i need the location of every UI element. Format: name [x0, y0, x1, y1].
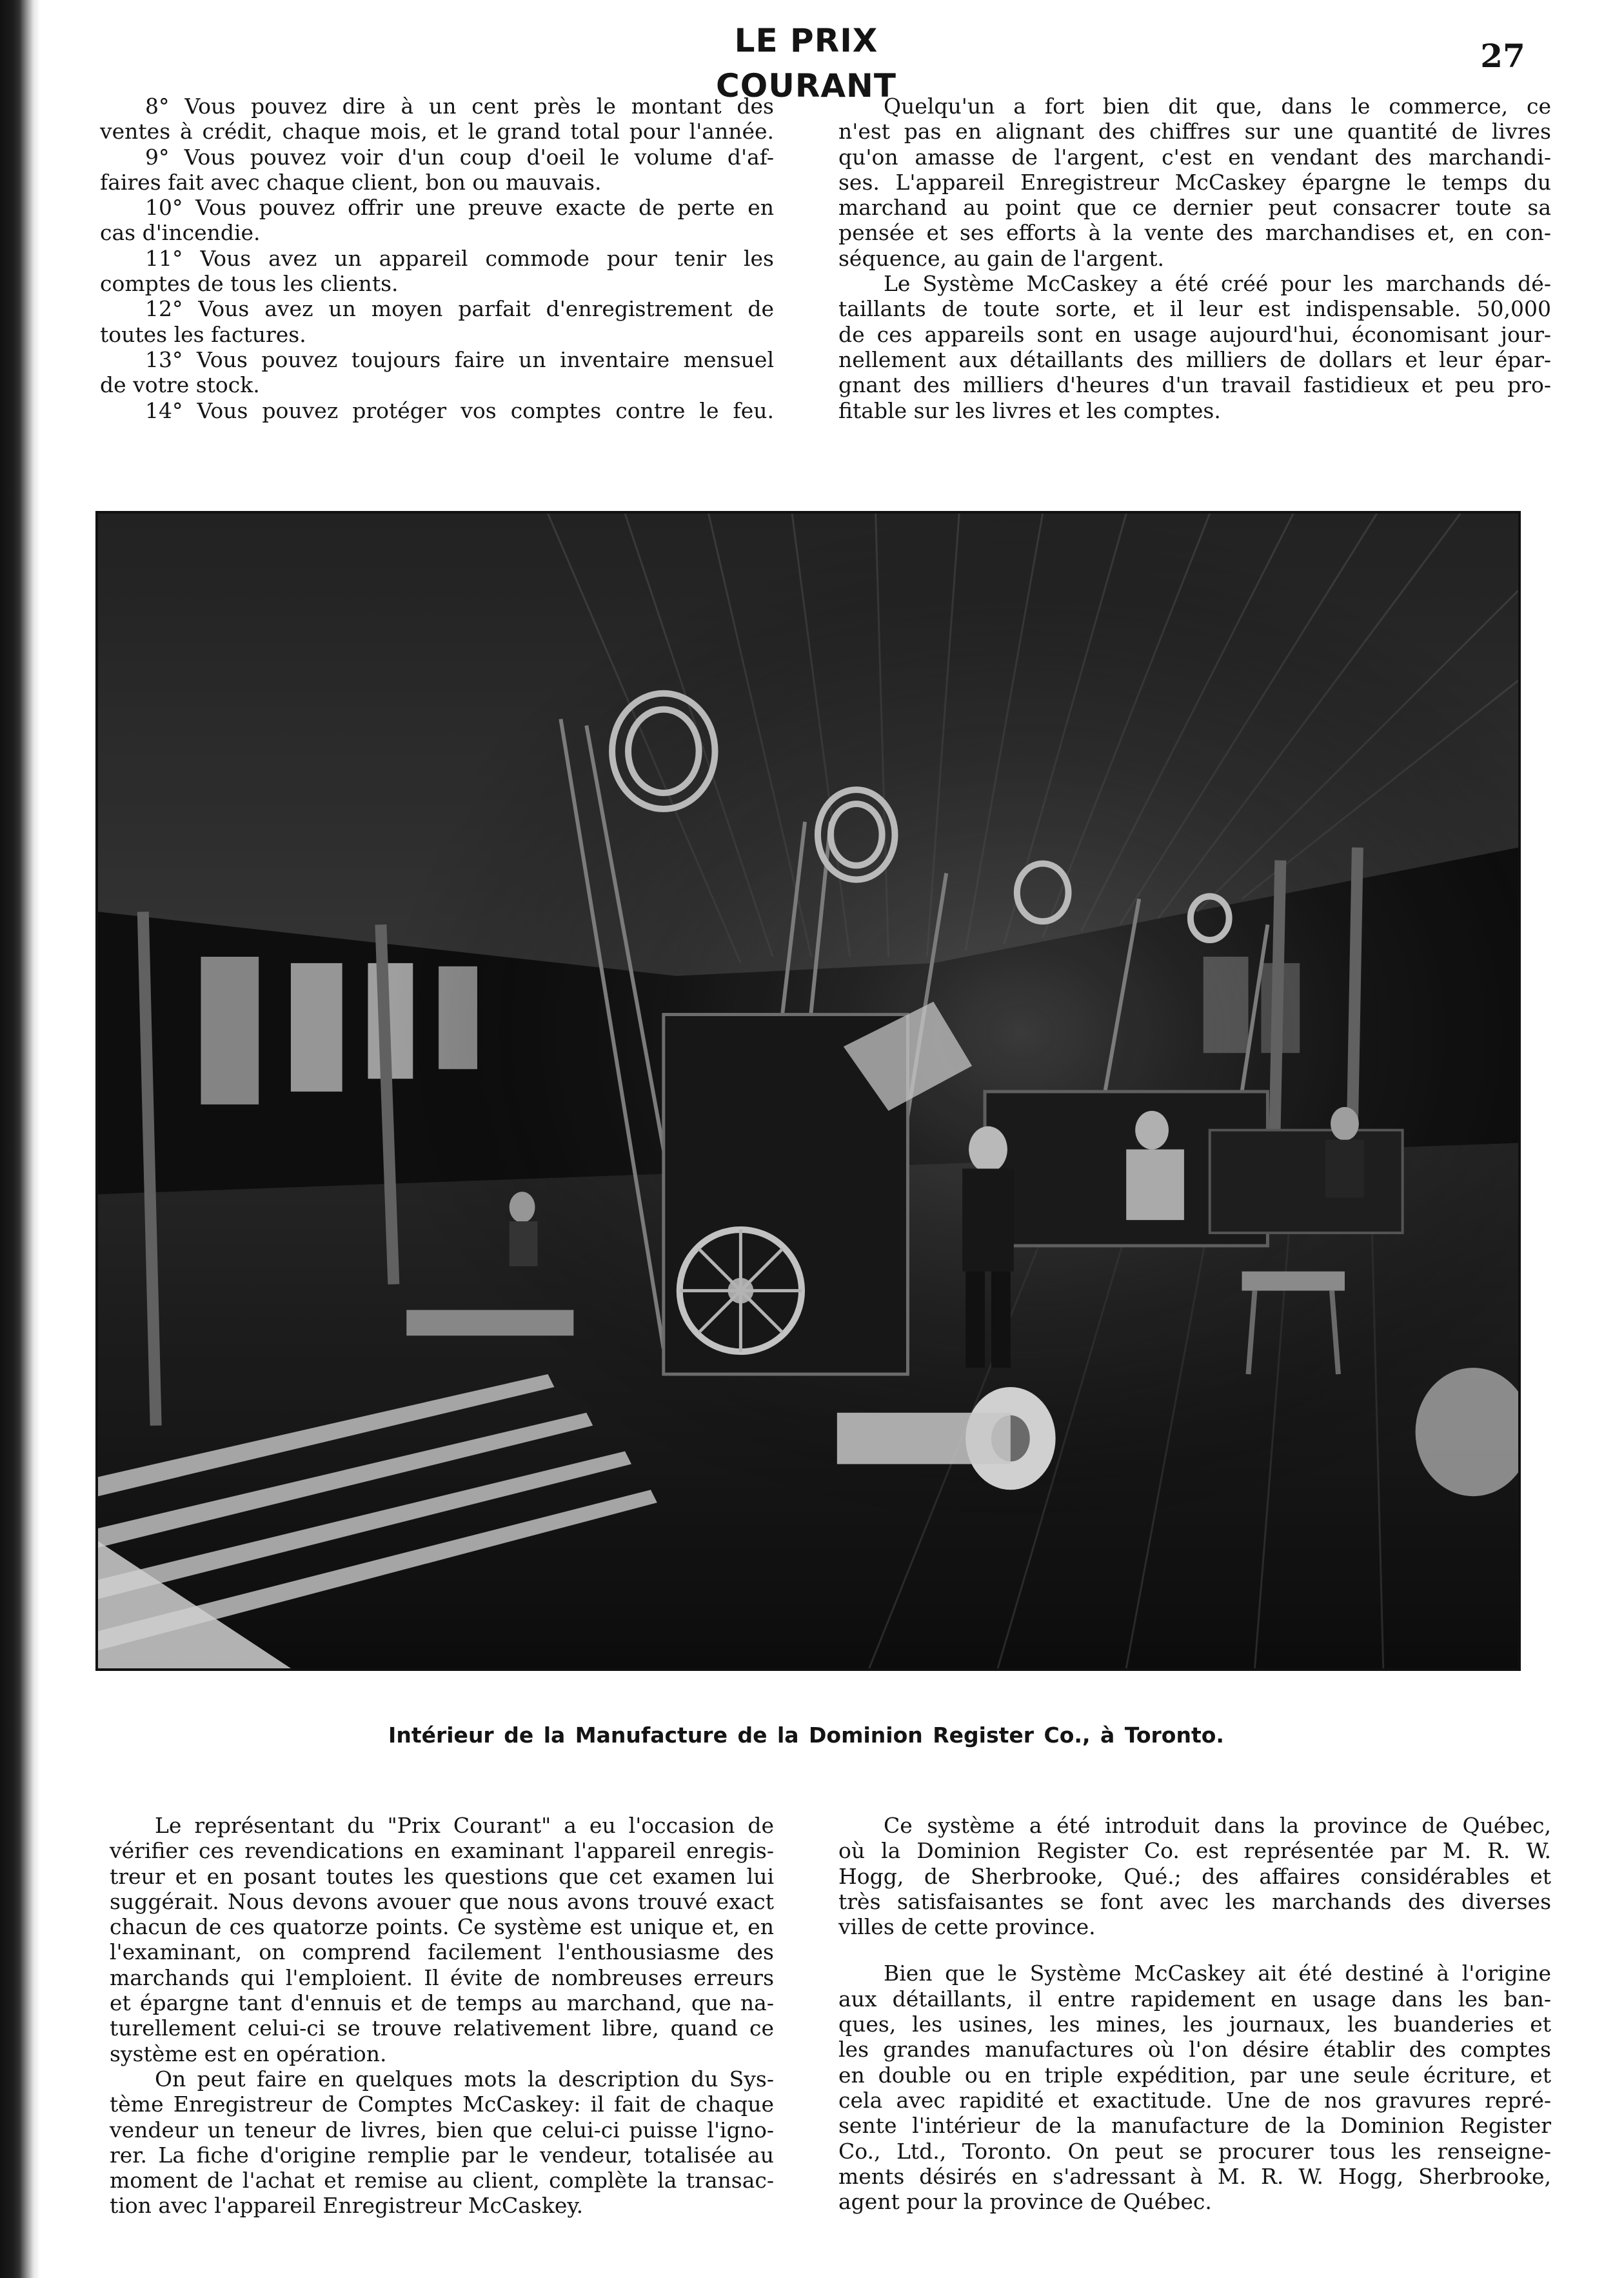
text-line: les grandes manufactures où l'on désire établir des comptes — [838, 2037, 1551, 2063]
text-line: ventes à crédit, chaque mois, et le grand total pour l'année. — [100, 119, 774, 145]
journal-title: LE PRIX COURANT — [716, 22, 896, 105]
text-line: cela avec rapidité et exactitude. Une de nos gravures repré- — [838, 2087, 1551, 2113]
text-line: 10° Vous pouvez offrir une preuve exacte de perte en — [145, 195, 774, 221]
text-line: 12° Vous avez un moyen parfait d'enregistrement de — [145, 296, 774, 322]
text-line: Ce système a été introduit dans la province de Québec, — [884, 1813, 1551, 1838]
text-line: treur et en posant toutes les questions que cet examen lui — [110, 1863, 774, 1889]
text-line: tion avec l'appareil Enregistreur McCaskey. — [110, 2193, 584, 2219]
paragraph-gap — [838, 1939, 1551, 1961]
factory-interior-image — [98, 514, 1518, 1668]
text-line: où la Dominion Register Co. est représentée par M. R. W. — [838, 1838, 1551, 1864]
text-line: ments désirés en s'adressant à M. R. W. Hogg, Sherbrooke, — [838, 2163, 1551, 2189]
text-line: chacun de ces quatorze points. Ce système est unique et, en — [110, 1914, 774, 1940]
text-line: vendeur un teneur de livres, bien que celui-ci puisse l'igno- — [110, 2117, 774, 2143]
text-line: taillants de toute sorte, et il leur est indispensable. 50,000 — [838, 296, 1551, 322]
text-line: pensée et ses efforts à la vente des marchandises et, en con- — [838, 220, 1551, 246]
text-line: système est en opération. — [110, 2041, 387, 2066]
text-line: villes de cette province. — [838, 1914, 1096, 1940]
page-number: 27 — [1480, 37, 1525, 75]
running-head — [0, 18, 1624, 105]
factory-photograph — [95, 511, 1521, 1671]
top-right-column — [838, 94, 1551, 423]
text-line: de votre stock. — [100, 372, 260, 398]
bottom-left-column — [110, 1813, 774, 2219]
text-line: faires fait avec chaque client, bon ou mauvais. — [100, 169, 602, 195]
text-line: marchands qui l'emploient. Il évite de nombreuses erreurs — [110, 1964, 774, 1990]
text-line: On peut faire en quelques mots la description du Sys- — [155, 2066, 774, 2092]
text-line: nellement aux détaillants des milliers de dollars et leur épar- — [838, 346, 1551, 372]
text-line: de ces appareils sont en usage aujourd'hui, économisant jour- — [838, 321, 1551, 347]
text-line: 11° Vous avez un appareil commode pour tenir les — [145, 245, 774, 271]
text-line: suggérait. Nous devons avouer que nous avons trouvé exact — [110, 1888, 774, 1914]
text-line: cas d'incendie. — [100, 220, 261, 246]
text-line: Hogg, de Sherbrooke, Qué.; des affaires considérables et — [838, 1863, 1551, 1889]
text-line: ses. L'appareil Enregistreur McCaskey épargne le temps du — [838, 169, 1551, 195]
text-line: 14° Vous pouvez protéger vos comptes contre le feu. — [145, 397, 774, 423]
text-line: séquence, au gain de l'argent. — [838, 245, 1165, 271]
text-line: 13° Vous pouvez toujours faire un inventaire mensuel — [145, 346, 774, 372]
text-line: et épargne tant d'ennuis et de temps au marchand, que na- — [110, 1990, 774, 2016]
text-line: marchand au point que ce dernier peut consacrer toute sa — [838, 195, 1551, 221]
text-line: Bien que le Système McCaskey ait été destiné à l'origine — [884, 1961, 1551, 1986]
bottom-right-column — [838, 1813, 1551, 2214]
text-line: n'est pas en alignant des chiffres sur une quantité de livres — [838, 119, 1551, 145]
text-line: sente l'intérieur de la manufacture de la Dominion Register — [838, 2113, 1551, 2139]
text-line: Quelqu'un a fort bien dit que, dans le commerce, ce — [884, 94, 1551, 119]
text-line: comptes de tous les clients. — [100, 271, 399, 297]
text-line: agent pour la province de Québec. — [838, 2189, 1212, 2215]
text-line: 9° Vous pouvez voir d'un coup d'oeil le volume d'af- — [145, 144, 774, 170]
text-line: Le Système McCaskey a été créé pour les marchands dé- — [884, 271, 1551, 297]
text-line: vérifier ces revendications en examinant l'appareil enregis- — [110, 1838, 774, 1864]
text-line: ques, les usines, les mines, les journaux, les buanderies et — [838, 2012, 1551, 2037]
text-line: aux détaillants, il entre rapidement en usage dans les ban- — [838, 1986, 1551, 2012]
photo-caption: Intérieur de la Manufacture de la Dominion Register Co., à Toronto. — [388, 1723, 1224, 1748]
scan-binding-edge — [0, 0, 40, 2278]
text-line: très satisfaisantes se font avec les marchands des diverses — [838, 1888, 1551, 1914]
text-line: Le représentant du "Prix Courant" a eu l'occasion de — [155, 1813, 774, 1838]
text-line: qu'on amasse de l'argent, c'est en vendant des marchandi- — [838, 144, 1551, 170]
text-line: toutes les factures. — [100, 321, 306, 347]
text-line: tème Enregistreur de Comptes McCaskey: il fait de chaque — [110, 2092, 774, 2117]
text-line: en double ou en triple expédition, par une seule écriture, et — [838, 2062, 1551, 2088]
text-line: moment de l'achat et remise au client, complète la transac- — [110, 2168, 774, 2193]
text-line: gnant des milliers d'heures d'un travail fastidieux et peu pro- — [838, 372, 1551, 398]
text-line: 8° Vous pouvez dire à un cent près le montant des — [145, 94, 774, 119]
top-left-column — [100, 94, 774, 423]
text-line: rer. La fiche d'origine remplie par le vendeur, totalisée au — [110, 2142, 774, 2168]
text-line: l'examinant, on comprend facilement l'enthousiasme des — [110, 1939, 774, 1965]
text-line: fitable sur les livres et les comptes. — [838, 397, 1221, 423]
text-line: turellement celui-ci se trouve relativement libre, quand ce — [110, 2015, 774, 2041]
text-line: Co., Ltd., Toronto. On peut se procurer tous les renseigne- — [838, 2138, 1551, 2164]
